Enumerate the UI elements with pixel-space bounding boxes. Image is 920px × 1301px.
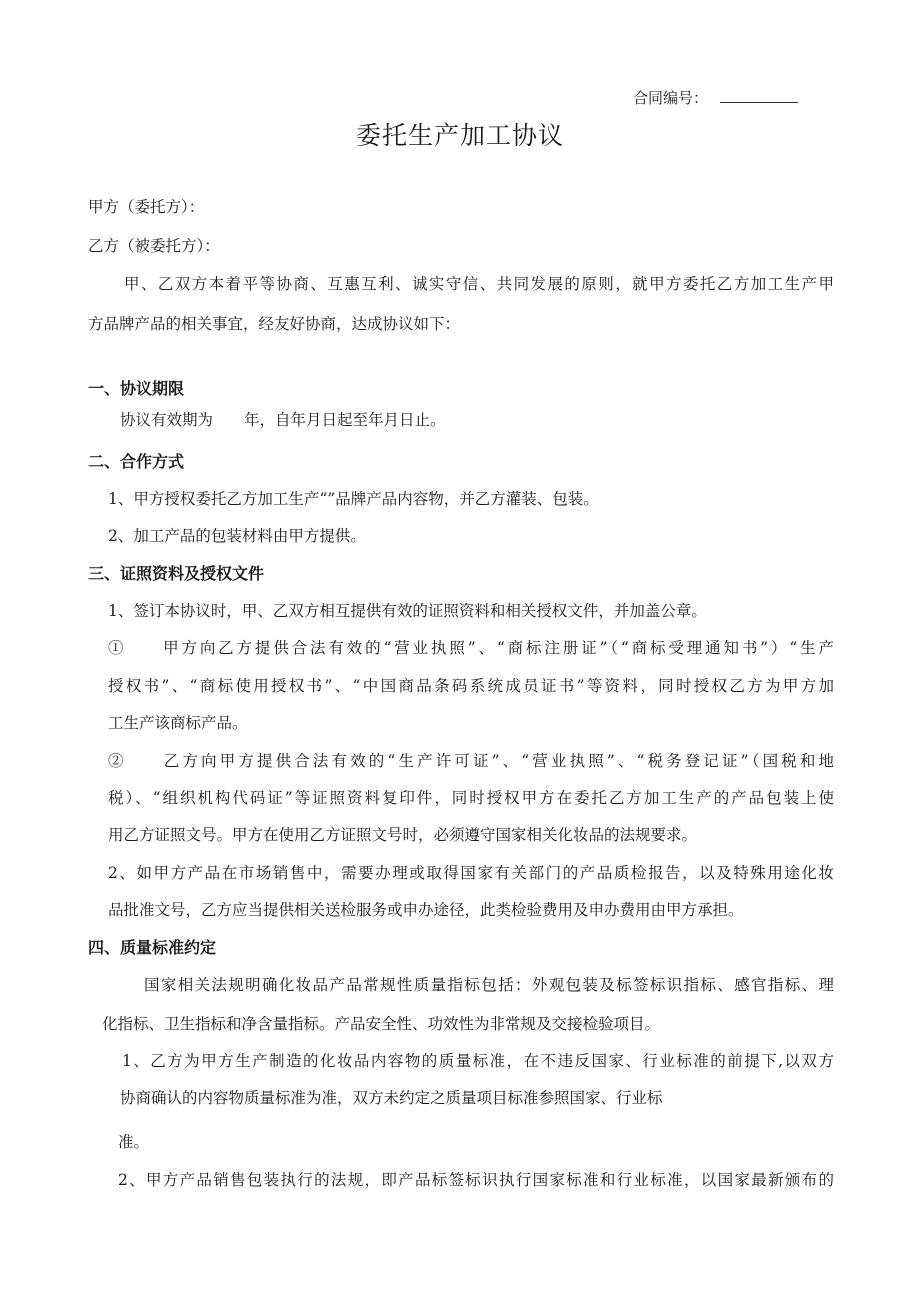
intro-line-1: 甲、乙双方本着平等协商、互惠互利、诚实守信、共同发展的原则，就甲方委托乙方加工生产甲 — [124, 275, 834, 293]
section-3-sub-1-line-3: 工生产该商标产品。 — [108, 714, 248, 732]
section-4-heading: 四、质量标准约定 — [88, 938, 217, 957]
section-3-item-1: 1、签订本协议时，甲、乙双方相互提供有效的证照资料和相关授权文件，并加盖公章。 — [108, 602, 707, 620]
section-3-sub-2-line-3: 用乙方证照文号。甲方在使用乙方证照文号时，必须遵守国家相关化妆品的法规要求。 — [108, 826, 698, 844]
contract-number-label: 合同编号： — [633, 89, 709, 107]
section-2-item-2: 2、加工产品的包装材料由甲方提供。 — [108, 527, 366, 545]
contract-number-blank — [720, 88, 798, 103]
contract-number-field — [633, 88, 798, 108]
section-1-heading: 一、协议期限 — [88, 379, 185, 398]
section-4-item-2-line-1: 2、甲方产品销售包装执行的法规，即产品标签标识执行国家标准和行业标准，以国家最新颁布的 — [118, 1171, 834, 1189]
section-4-item-1-line-1: 1、乙方为甲方生产制造的化妆品内容物的质量标准，在不违反国家、行业标准的前提下,以双方 — [122, 1052, 834, 1070]
section-1-line-1: 协议有效期为 年，自年月日起至年月日止。 — [120, 411, 446, 429]
party-b-line: 乙方（被委托方）： — [88, 237, 220, 255]
section-3-sub-1-line-2: 授权书”、“商标使用授权书”、“中国商品条码系统成员证书”等资料，同时授权乙方为甲方加 — [108, 677, 834, 695]
section-3-sub-2-line-1: ② 乙方向甲方提供合法有效的“生产许可证”、“营业执照”、“税务登记证”（国税和地 — [108, 752, 834, 770]
section-4-para-line-1: 国家相关法规明确化妆品产品常规性质量指标包括：外观包装及标签标识指标、感官指标、理 — [144, 976, 834, 994]
section-4-para-line-2: 化指标、卫生指标和净含量指标。产品安全性、功效性为非常规及交接检验项目。 — [102, 1015, 661, 1033]
section-3-item-2-line-1: 2、如甲方产品在市场销售中，需要办理或取得国家有关部门的产品质检报告，以及特殊用途化妆 — [108, 864, 834, 882]
section-3-heading: 三、证照资料及授权文件 — [88, 564, 265, 583]
section-4-item-1-line-3: 准。 — [118, 1133, 150, 1151]
section-3-item-2-line-2: 品批准文号，乙方应当提供相关送检服务或申办途径，此类检验费用及申办费用由甲方承担。 — [108, 901, 744, 919]
section-3-sub-2-line-2: 税）、“组织机构代码证”等证照资料复印件，同时授权甲方在委托乙方加工生产的产品包装上使 — [108, 789, 834, 807]
section-2-item-1: 1、甲方授权委托乙方加工生产“”品牌产品内容物，并乙方灌装、包装。 — [108, 490, 599, 508]
section-3-sub-1-line-1: ① 甲方向乙方提供合法有效的“营业执照”、“商标注册证”（“商标受理通知书”）“生产 — [108, 639, 834, 657]
document-title: 委托生产加工协议 — [355, 121, 564, 150]
section-4-item-1-line-2: 协商确认的内容物质量标准为准，双方未约定之质量项目标准参照国家、行业标 — [120, 1089, 663, 1107]
party-a-line: 甲方（委托方）： — [88, 198, 205, 216]
intro-line-2: 方品牌产品的相关事宜，经友好协商，达成协议如下： — [88, 315, 461, 333]
section-2-heading: 二、合作方式 — [88, 452, 185, 471]
